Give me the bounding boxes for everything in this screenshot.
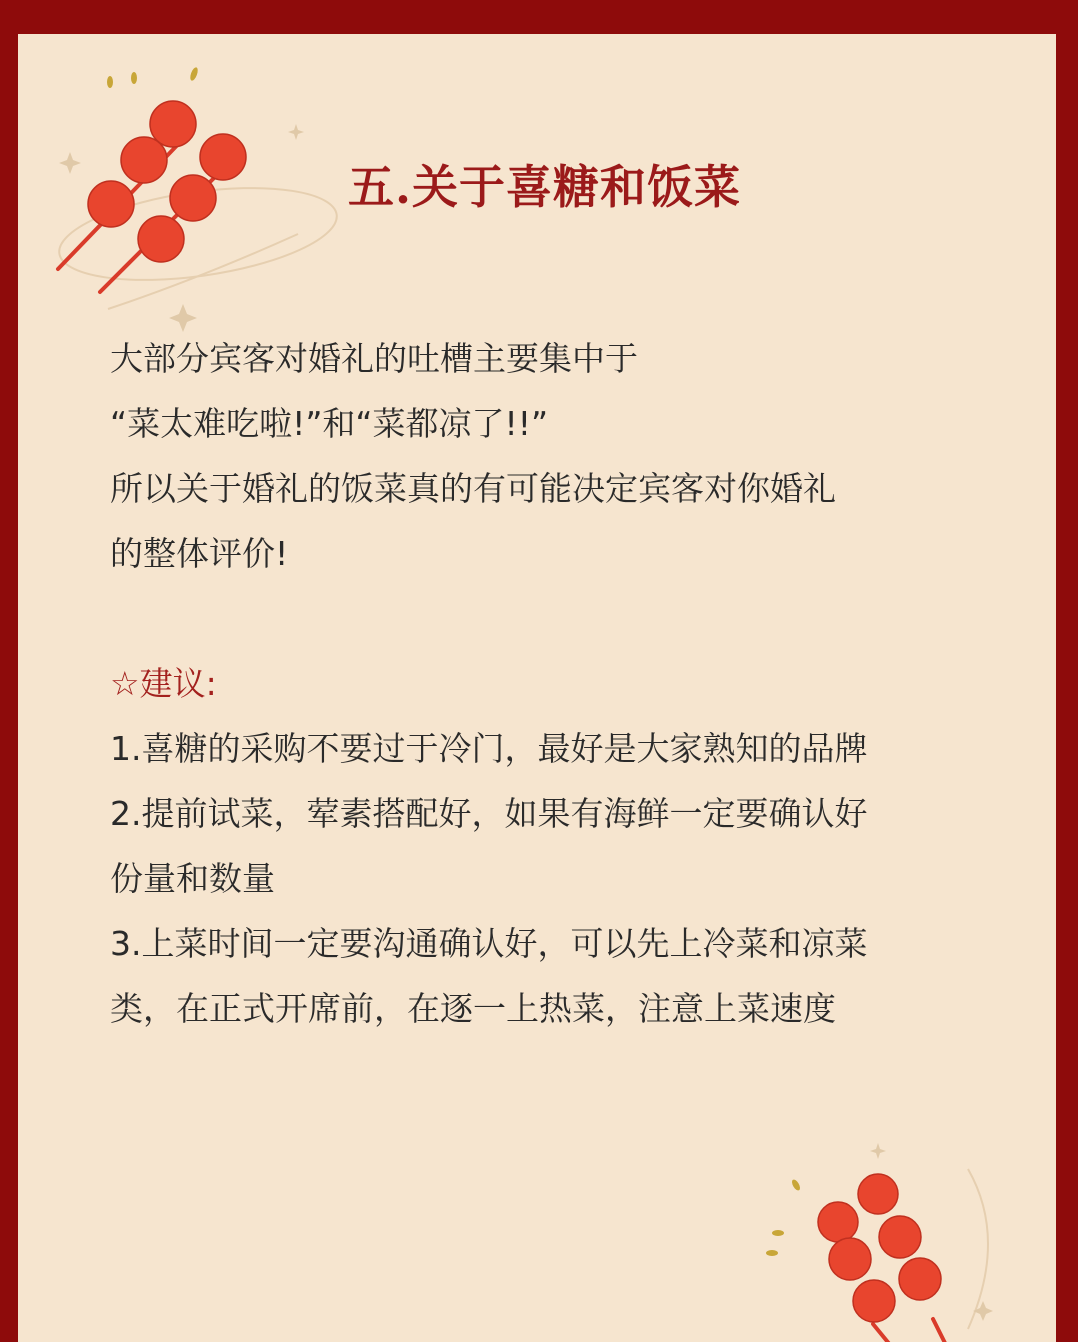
note-card: [18, 34, 1056, 1342]
tanghulu-icon: [758, 1129, 1056, 1342]
advice-line: 2.提前试菜，荤素搭配好，如果有海鲜一定要确认好: [110, 794, 868, 833]
content: [110, 326, 1030, 1041]
intro-line: 所以关于婚礼的饭菜真的有可能决定宾客对你婚礼: [110, 469, 836, 508]
page-title: 五.关于喜糖和饭菜: [348, 160, 742, 214]
advice-line: 份量和数量: [110, 859, 275, 898]
intro-line: 大部分宾客对婚礼的吐槽主要集中于: [110, 339, 638, 378]
intro-line: “菜太难吃啦!”和“菜都凉了!!”: [110, 404, 549, 443]
intro-line: 的整体评价!: [110, 534, 289, 573]
advice-line: 1.喜糖的采购不要过于冷门，最好是大家熟知的品牌: [110, 729, 868, 768]
advice-line: 3.上菜时间一定要沟通确认好，可以先上冷菜和凉菜: [110, 924, 868, 963]
advice-line: 类，在正式开席前，在逐一上热菜，注意上菜速度: [110, 989, 836, 1028]
tanghulu-icon: [48, 54, 348, 354]
spacer: [110, 586, 1030, 651]
advice-heading: ☆建议:: [110, 664, 217, 703]
